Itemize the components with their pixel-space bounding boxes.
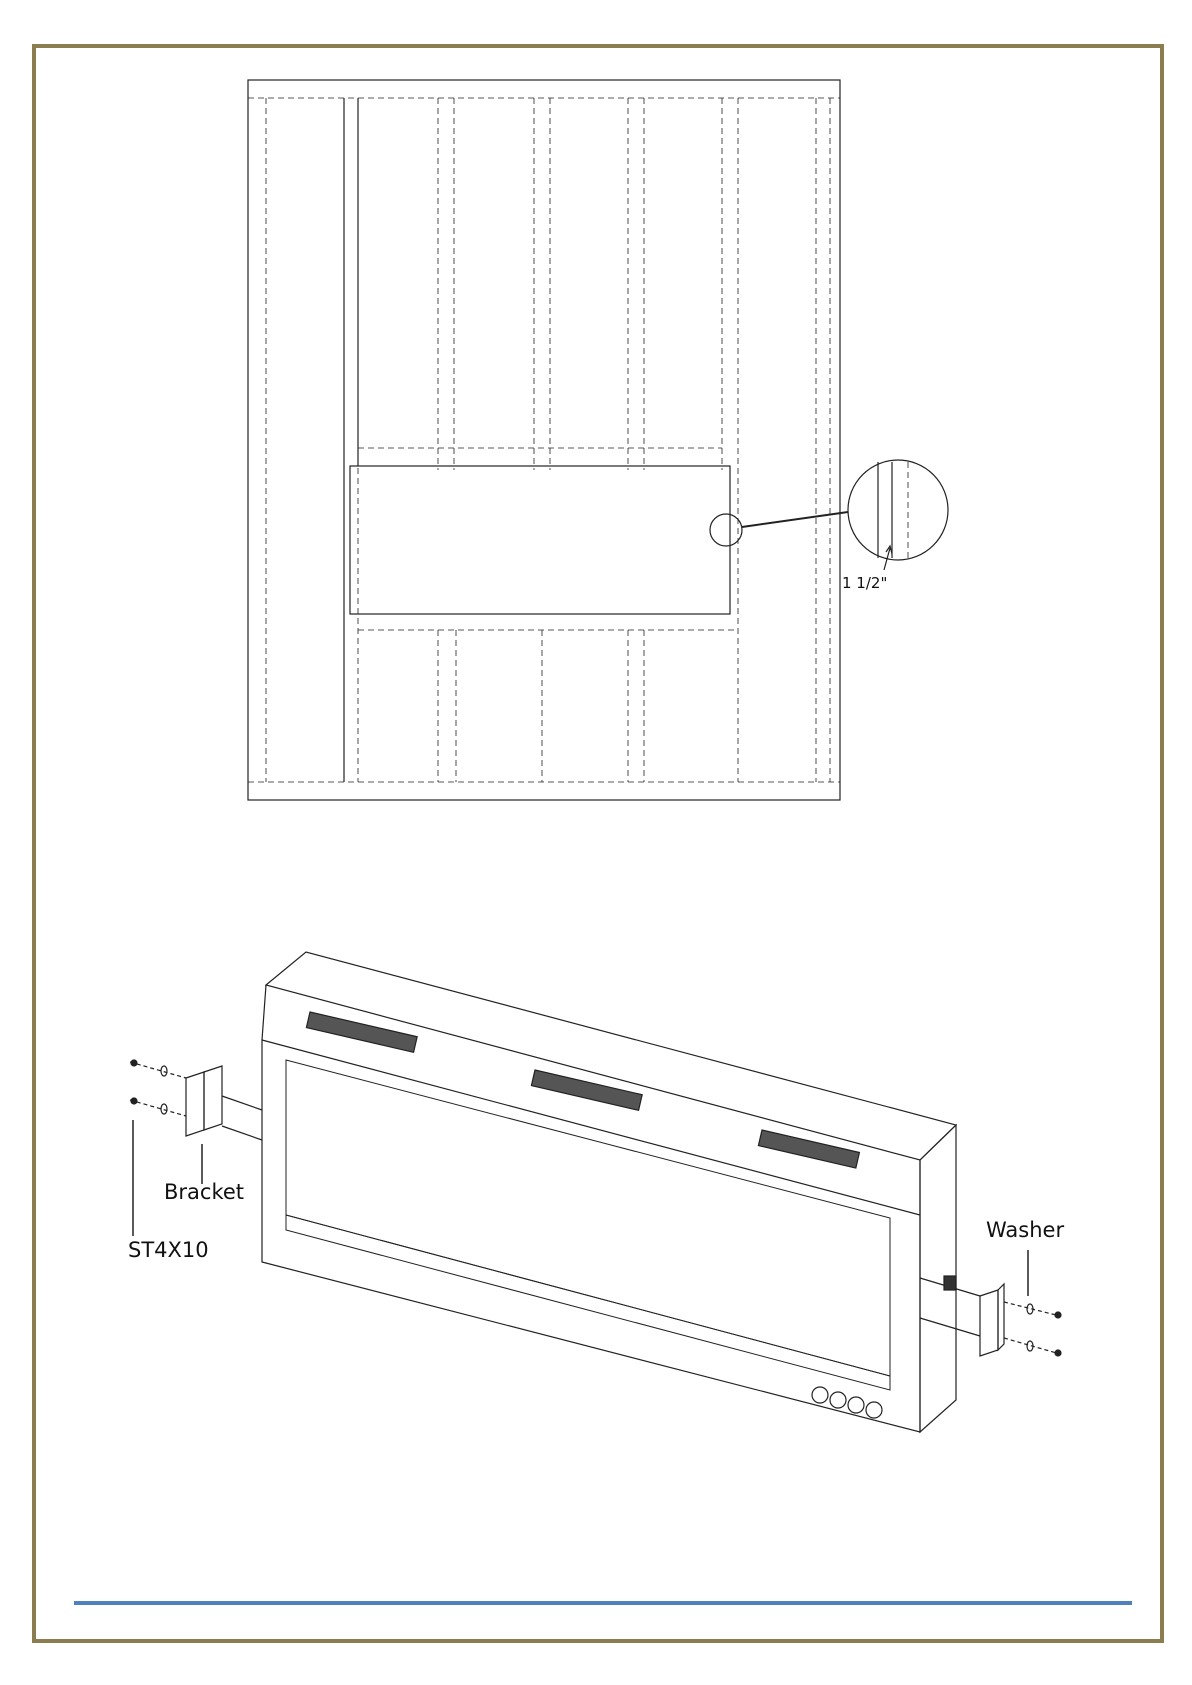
screws-right xyxy=(1004,1302,1061,1356)
bracket-left xyxy=(186,1072,204,1136)
bracket-right xyxy=(980,1290,998,1356)
footer-rule xyxy=(74,1601,1132,1605)
bracket-label: Bracket xyxy=(164,1180,245,1204)
screw-label: ST4X10 xyxy=(128,1238,209,1262)
vent-grille-center xyxy=(531,1070,642,1110)
washer-label: Washer xyxy=(986,1218,1065,1242)
vent-grille-right xyxy=(758,1130,859,1168)
dimension-label: 1 1/2" xyxy=(842,574,888,592)
screws-left xyxy=(130,1060,186,1116)
vent-grille-left xyxy=(306,1012,417,1052)
fireplace-top xyxy=(266,952,956,1160)
